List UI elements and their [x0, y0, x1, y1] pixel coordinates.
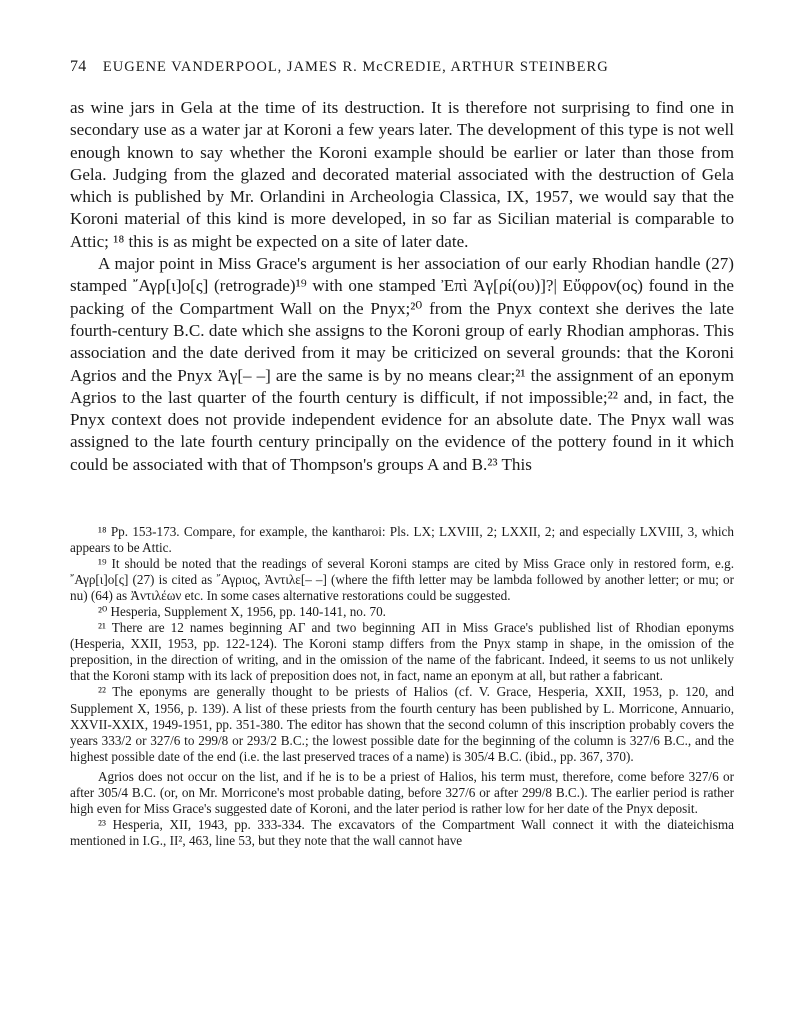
footnote-23: ²³ Hesperia, XII, 1943, pp. 333-334. The excavators of the Compartment Wall connect it with the diateichisma mentioned in I.G., II², 463, line 53, but they note that the wall cannot have [70, 816, 734, 848]
footnote-20: ²⁰ Hesperia, Supplement X, 1956, pp. 140-141, no. 70. [98, 604, 386, 620]
running-head-authors: EUGENE VANDERPOOL, JAMES R. McCREDIE, ARTHUR STEINBERG [102, 59, 609, 75]
footnote-19: ¹⁹ It should be noted that the readings of several Koroni stamps are cited by Miss Grace only in restored form, e.g. ῎Αγρ[ι]ο[ς] (27) is cited as ῎Αγριος, Ἀντιλε[– –] (where the fifth letter may be lambda followed by another letter; or mu; or nu) (64) as Ἀντιλέων etc. In some cases alternative restorations could be suggested. [70, 556, 734, 604]
body-paragraph-2: A major point in Miss Grace's argument is her association of our early Rhodian handle (27) stamped ῎Αγρ[ι]ο[ς] (retrograde)¹⁹ with one stamped Ἐπὶ Ἀγ[ρί(ου)]?| Εὔφρον(ος) found in the packing of the Compartment Wall on the Pnyx;²⁰ from the Pnyx context she derives the late fourth-century B.C. date which she assigns to the Koroni group of early Rhodian amphoras. This association and the date derived from it may be criticized on several grounds: that the Koroni Agrios and the Pnyx Ἀγ[– –] are the same is by no means clear;²¹ the assignment of an eponym Agrios to the last quarter of the fourth century is difficult, if not impossible;²² and, in fact, the Pnyx context does not provide independent evidence for an absolute date. The Pnyx wall was assigned to the late fourth century principally on the evidence of the pottery found in it which could be associated with that of Thompson's groups A and B.²³ This [70, 254, 734, 474]
page-number: 74 [70, 58, 87, 75]
running-header [70, 58, 734, 76]
footnote-18: ¹⁸ Pp. 153-173. Compare, for example, the kantharoi: Pls. LX; LXVIII, 2; LXXII, 2; and especially LXVIII, 3, which appears to be Attic. [70, 524, 734, 556]
body-text [70, 97, 734, 476]
footnote-22: ²² The eponyms are generally thought to be priests of Halios (cf. V. Grace, Hesperia, XXII, 1953, p. 120, and Supplement X, 1956, p. 139). A list of these priests from the fourth century has been published by L. Morricone, Annuario, XXVII-XXIX, 1949-1951, pp. 351-380. The editor has shown that the second column of this inscription probably covers the years 333/2 or 327/6 to 299/8 or 293/2 B.C.; the lowest possible date for the beginning of the column is 327/6 B.C., and the highest possible date of the end (i.e. the last preserved traces of a name) is 305/4 B.C. (ibid., pp. 367, 370). [70, 684, 734, 764]
footnote-21: ²¹ There are 12 names beginning ΑΓ and two beginning ΑΠ in Miss Grace's published list of Rhodian eponyms (Hesperia, XXII, 1953, pp. 122-124). The Koroni stamp differs from the Pnyx stamp in shape, in the omission of the preposition, in the direction of writing, and in the omission of the name of the fabricant. Indeed, it seems to us not unlikely that the Koroni stamp with its lack of preposition does not, in fact, name an eponym at all, but rather a fabricant. [70, 620, 734, 684]
footnotes [70, 524, 734, 849]
footnote-22-continued: Agrios does not occur on the list, and if he is to be a priest of Halios, his term must, therefore, come before 327/6 or after 305/4 B.C. (or, on Mr. Morricone's most probable dating, before 327/6 or after 299/8 B.C.). The earlier period is rather high even for Miss Grace's suggested date of Koroni, and the later period is rather low for her date of the Pnyx deposit. [70, 768, 734, 816]
body-paragraph-1: as wine jars in Gela at the time of its destruction. It is therefore not surprising to find one in secondary use as a water jar at Koroni a few years later. The development of this type is not well enough known to say whether the Koroni example should be earlier or later than those from Gela. Judging from the glazed and decorated material associated with the destruction of Gela which is published by Mr. Orlandini in Archeologia Classica, IX, 1957, we would say that the Koroni material of this kind is more developed, in so far as Sicilian material is comparable to Attic; ¹⁸ this is as might be expected on a site of later date. [70, 98, 734, 251]
